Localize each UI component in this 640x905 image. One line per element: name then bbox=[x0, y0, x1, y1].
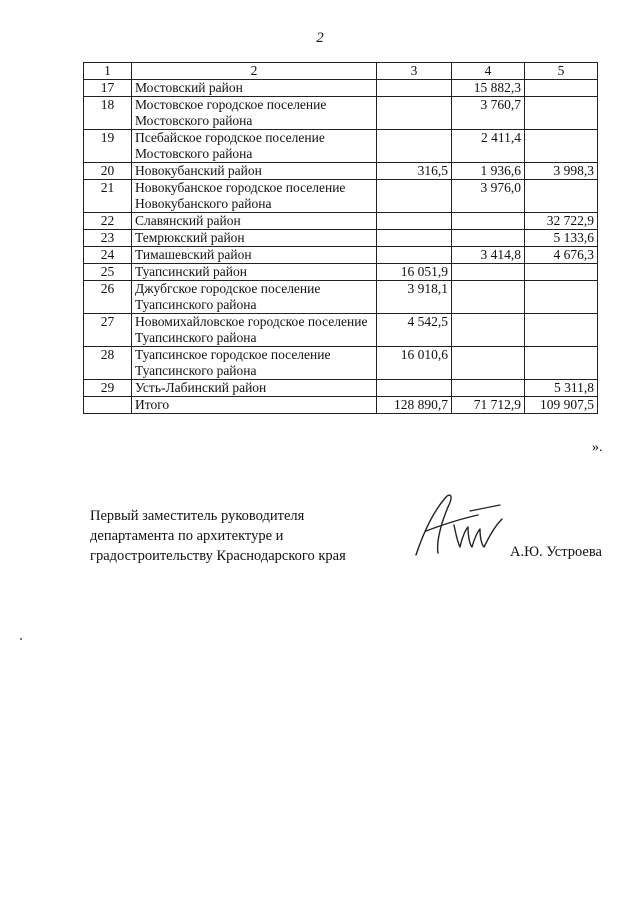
header-cell: 1 bbox=[84, 63, 132, 80]
district-name-cell: Славянский район bbox=[132, 213, 377, 230]
column-4-value-cell: 3 414,8 bbox=[452, 247, 525, 264]
column-3-value-cell bbox=[377, 130, 452, 163]
district-name-cell: Тимашевский район bbox=[132, 247, 377, 264]
column-4-value-cell: 3 976,0 bbox=[452, 180, 525, 213]
column-4-value-cell: 1 936,6 bbox=[452, 163, 525, 180]
column-5-value-cell bbox=[525, 281, 598, 314]
column-5-value-cell bbox=[525, 130, 598, 163]
signatory-title bbox=[90, 506, 346, 566]
row-number-cell bbox=[84, 397, 132, 414]
column-5-value-cell: 4 676,3 bbox=[525, 247, 598, 264]
table-row bbox=[84, 397, 598, 414]
column-5-value-cell: 5 311,8 bbox=[525, 380, 598, 397]
row-number-cell: 20 bbox=[84, 163, 132, 180]
column-4-value-cell: 2 411,4 bbox=[452, 130, 525, 163]
district-name-cell: Новомихайловское городское поселение Туапсинского района bbox=[132, 314, 377, 347]
handwritten-signature bbox=[408, 485, 508, 565]
column-3-value-cell: 3 918,1 bbox=[377, 281, 452, 314]
column-4-value-cell: 3 760,7 bbox=[452, 97, 525, 130]
table-row bbox=[84, 163, 598, 180]
table-row bbox=[84, 247, 598, 264]
column-3-value-cell: 16 051,9 bbox=[377, 264, 452, 281]
column-4-value-cell bbox=[452, 347, 525, 380]
page-number: 2 bbox=[316, 30, 324, 46]
table-row bbox=[84, 130, 598, 163]
column-5-value-cell: 109 907,5 bbox=[525, 397, 598, 414]
district-name-cell: Псебайское городское поселение Мостовского района bbox=[132, 130, 377, 163]
table-row bbox=[84, 213, 598, 230]
column-3-value-cell: 16 010,6 bbox=[377, 347, 452, 380]
column-5-value-cell bbox=[525, 80, 598, 97]
district-name-cell: Джубгское городское поселение Туапсинского района bbox=[132, 281, 377, 314]
district-name-cell: Мостовское городское поселение Мостовского района bbox=[132, 97, 377, 130]
header-cell: 2 bbox=[132, 63, 377, 80]
column-4-value-cell: 71 712,9 bbox=[452, 397, 525, 414]
row-number-cell: 27 bbox=[84, 314, 132, 347]
table-row bbox=[84, 80, 598, 97]
row-number-cell: 28 bbox=[84, 347, 132, 380]
row-number-cell: 21 bbox=[84, 180, 132, 213]
district-name-cell: Темрюкский район bbox=[132, 230, 377, 247]
column-3-value-cell: 128 890,7 bbox=[377, 397, 452, 414]
signatory-title-line: департамента по архитектуре и bbox=[90, 528, 284, 544]
column-4-value-cell bbox=[452, 213, 525, 230]
column-3-value-cell bbox=[377, 80, 452, 97]
column-5-value-cell bbox=[525, 97, 598, 130]
column-5-value-cell: 5 133,6 bbox=[525, 230, 598, 247]
column-4-value-cell bbox=[452, 281, 525, 314]
district-name-cell: Новокубанский район bbox=[132, 163, 377, 180]
column-4-value-cell: 15 882,3 bbox=[452, 80, 525, 97]
district-name-cell: Итого bbox=[132, 397, 377, 414]
row-number-cell: 29 bbox=[84, 380, 132, 397]
row-number-cell: 19 bbox=[84, 130, 132, 163]
district-name-cell: Туапсинское городское поселение Туапсинского района bbox=[132, 347, 377, 380]
table-header-row bbox=[84, 63, 598, 80]
row-number-cell: 26 bbox=[84, 281, 132, 314]
column-3-value-cell bbox=[377, 230, 452, 247]
column-3-value-cell bbox=[377, 97, 452, 130]
column-4-value-cell bbox=[452, 230, 525, 247]
table-row bbox=[84, 230, 598, 247]
closing-quote-mark: ». bbox=[592, 440, 603, 455]
column-3-value-cell bbox=[377, 213, 452, 230]
district-name-cell: Усть-Лабинский район bbox=[132, 380, 377, 397]
column-5-value-cell: 32 722,9 bbox=[525, 213, 598, 230]
district-name-cell: Мостовский район bbox=[132, 80, 377, 97]
row-number-cell: 18 bbox=[84, 97, 132, 130]
table-row bbox=[84, 314, 598, 347]
table-row bbox=[84, 380, 598, 397]
column-4-value-cell bbox=[452, 314, 525, 347]
row-number-cell: 22 bbox=[84, 213, 132, 230]
table-row bbox=[84, 180, 598, 213]
column-3-value-cell bbox=[377, 380, 452, 397]
column-3-value-cell bbox=[377, 247, 452, 264]
table-row bbox=[84, 347, 598, 380]
row-number-cell: 17 bbox=[84, 80, 132, 97]
column-5-value-cell: 3 998,3 bbox=[525, 163, 598, 180]
row-number-cell: 24 bbox=[84, 247, 132, 264]
district-name-cell: Туапсинский район bbox=[132, 264, 377, 281]
column-4-value-cell bbox=[452, 380, 525, 397]
row-number-cell: 25 bbox=[84, 264, 132, 281]
column-3-value-cell: 4 542,5 bbox=[377, 314, 452, 347]
table-row bbox=[84, 264, 598, 281]
column-5-value-cell bbox=[525, 180, 598, 213]
column-5-value-cell bbox=[525, 347, 598, 380]
signatory-name: А.Ю. Устроева bbox=[510, 544, 602, 560]
signatory-title-line: Первый заместитель руководителя bbox=[90, 508, 305, 524]
column-3-value-cell: 316,5 bbox=[377, 163, 452, 180]
header-cell: 5 bbox=[525, 63, 598, 80]
table-row bbox=[84, 97, 598, 130]
row-number-cell: 23 bbox=[84, 230, 132, 247]
column-5-value-cell bbox=[525, 314, 598, 347]
margin-dot bbox=[20, 638, 22, 640]
allocation-table bbox=[83, 62, 598, 414]
header-cell: 3 bbox=[377, 63, 452, 80]
column-4-value-cell bbox=[452, 264, 525, 281]
header-cell: 4 bbox=[452, 63, 525, 80]
signatory-title-line: градостроительству Краснодарского края bbox=[90, 548, 346, 564]
column-5-value-cell bbox=[525, 264, 598, 281]
table-row bbox=[84, 281, 598, 314]
column-3-value-cell bbox=[377, 180, 452, 213]
district-name-cell: Новокубанское городское поселение Новокубанского района bbox=[132, 180, 377, 213]
